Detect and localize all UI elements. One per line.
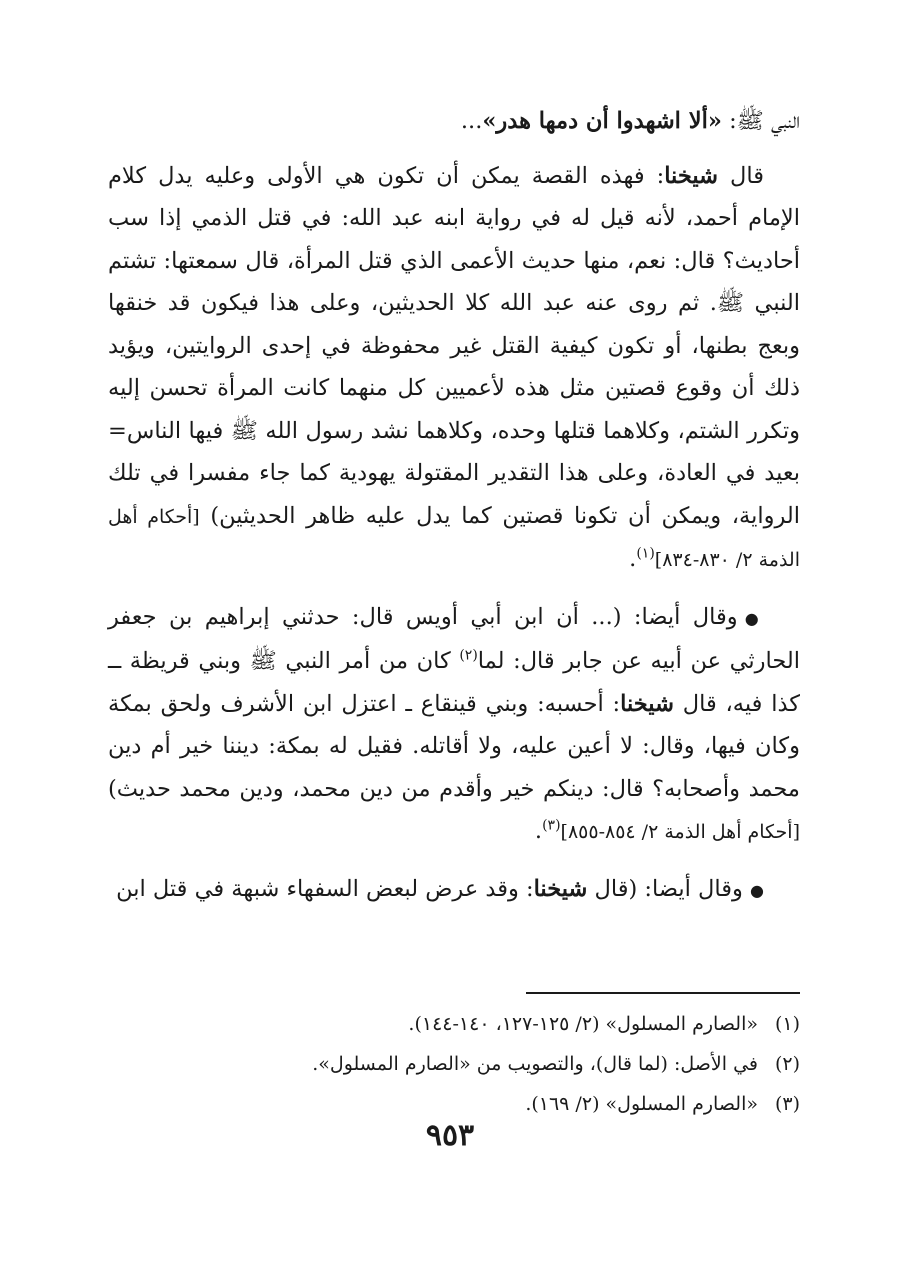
citation: [أحكام أهل الذمة ٢/ ٨٥٤-٨٥٥] — [560, 821, 800, 843]
text-run: ... — [460, 108, 483, 134]
text-run: قال — [718, 162, 764, 189]
footnote-number: (٣) — [774, 1093, 800, 1115]
bullet-icon: ● — [750, 880, 764, 900]
body-text — [108, 100, 800, 926]
footnote-separator — [526, 992, 800, 994]
text-run: . — [629, 546, 637, 572]
paragraph-3 — [108, 596, 800, 854]
footnote-number: (١) — [774, 1013, 800, 1035]
bold-keyword: شيخنا — [620, 690, 674, 717]
bullet-icon: ● — [744, 608, 764, 628]
page-number: ٩٥٣ — [425, 1118, 475, 1153]
footnote-ref-1[interactable]: (١) — [636, 545, 655, 562]
footnote-ref-2[interactable]: (٢) — [459, 647, 478, 664]
footnote-2 — [108, 1044, 800, 1084]
text-run: : أحسبه: وبني قينقاع ـ اعتزل ابن الأشرف ولحق بمكة وكان فيها، وقال: لا أعين عليه، ولا أقاتله. فقيل له بمكة: ديننا خير أم دين محمد وأصحابه؟ قال: دينكم خير وأقدم من دين محمد، ودين محمد حديث) — [108, 690, 800, 802]
footnote-ref-3[interactable]: (٣) — [542, 817, 561, 834]
text-run: : وقد عرض لبعض السفهاء شبهة في قتل ابن — [116, 875, 534, 902]
text-run: كان من أمر النبي ﷺ وبني قريظة ــ كذا فيه، قال — [108, 648, 800, 717]
text-run: وقال أيضا: (... أن ابن أبي أويس قال: حدثني إبراهيم بن جعفر الحارثي عن أبيه عن جابر قال: لما — [108, 603, 800, 674]
text-run: وقال أيضا: (قال — [587, 875, 751, 902]
footnote-text: «الصارم المسلول» (٢/ ١٦٩). — [525, 1093, 758, 1115]
paragraph-2 — [108, 155, 800, 582]
bold-keyword: شيخنا — [664, 162, 718, 189]
footnote-text: «الصارم المسلول» (٢/ ١٢٥-١٢٧، ١٤٠-١٤٤). — [408, 1013, 758, 1035]
footnote-text: في الأصل: (لما قال)، والتصويب من «الصارم المسلول». — [312, 1053, 758, 1075]
bold-quote: «ألا اشهدوا أن دمها هدر» — [482, 108, 722, 134]
footnotes — [108, 1004, 800, 1124]
citation: [أحكام أهل الذمة ٢/ ٨٣٠-٨٣٤] — [108, 505, 800, 571]
footnote-1 — [108, 1004, 800, 1044]
paragraph-1 — [108, 100, 800, 143]
text-run: النبي ﷺ: — [721, 108, 800, 134]
footnote-number: (٢) — [774, 1053, 800, 1075]
text-run: . — [534, 818, 543, 844]
bold-keyword: شيخنا — [533, 875, 588, 902]
text-run: : فهذه القصة يمكن أن تكون هي الأولى وعليه يدل كلام الإمام أحمد، لأنه قيل له في رواية ابنه عبد الله: في قتل الذمي إذا سب أحاديث؟ قال: نعم، منها حديث الأعمى الذي قتل المرأة، قال سمعتها: تشتم النبي ﷺ. ثم روى عنه عبد الله كلا الحديثين، وعلى هذا فيكون قد خنقها وبعج بطنها، أو تكون كيفية القتل غير محفوظة في إحدى الروايتين، ويؤيد ذلك أن وقوع قصتين مثل هذه لأعميين كل منهما كانت المرأة تحسن إليه وتكرر الشتم، وكلاهما قتلها وحده، وكلاهما نشد رسول الله ﷺ فيها الناس= بعيد في العادة، وعلى هذا التقدير المقتولة يهودية كما جاء مفسرا في تلك الرواية، ويمكن أن تكونا قصتين كما يدل عليه ظاهر الحديثين) — [108, 162, 800, 529]
paragraph-4 — [108, 868, 800, 913]
